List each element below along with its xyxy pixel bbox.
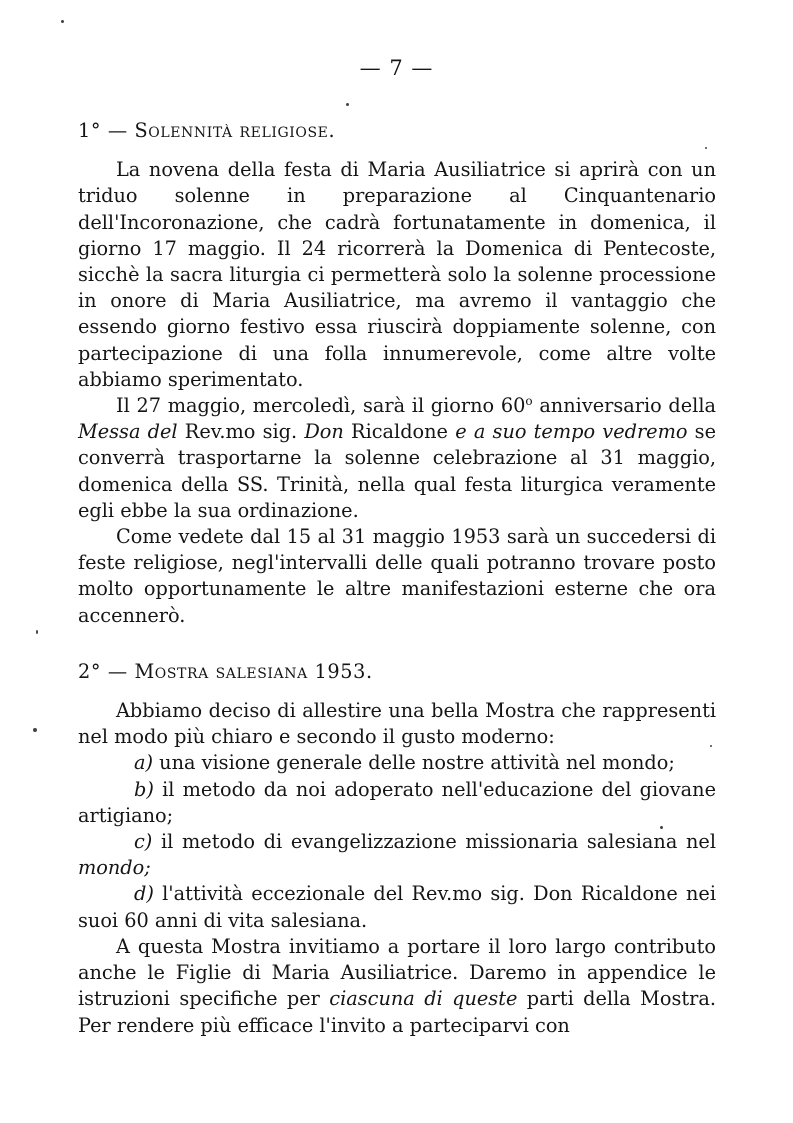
list-text-d: l'attività eccezionale del Rev.mo sig. Don Ricaldone nei suoi 60 anni di vita salesiana. [78, 882, 716, 932]
anniversary-text-e: se converrà trasportarne la solenne celebrazione al 31 maggio, domenica della SS. Trinità, nella qual festa liturgica veramente egli ebbe la sua ordinazione. [78, 420, 716, 522]
anniversary-italic-2: Don [304, 420, 344, 444]
anniversary-text-c: Rev.mo sig. [177, 420, 305, 444]
list-text-a: una visione generale delle nostre attività nel mondo; [153, 751, 675, 775]
anniversary-text-b: anniversario della [532, 394, 716, 418]
scan-speck [710, 745, 712, 747]
page-body [78, 118, 716, 1039]
scan-speck [61, 20, 64, 23]
scan-speck [346, 103, 349, 106]
paragraph-mostra-closing [78, 934, 716, 1039]
anniversary-text-d: Ricaldone [343, 420, 456, 444]
list-item-a [78, 750, 716, 776]
list-item-b [78, 777, 716, 829]
list-label-a: a) [134, 751, 154, 775]
list-item-d [78, 881, 716, 933]
list-label-c: c) [134, 830, 153, 854]
paragraph-feste: Come vedete dal 15 al 31 maggio 1953 sarà un succedersi di feste religiose, negl'intervalli delle quali potranno trovare posto molto opportunamente le altre manifestazioni esterne che ora accennerò. [78, 525, 716, 627]
list-label-b: b) [134, 777, 154, 801]
section-heading-2: 2° — Mostra salesiana 1953. [78, 659, 373, 683]
section-heading-1: 1° — Solennità religiose. [78, 119, 336, 142]
page-number: — 7 — [359, 56, 434, 80]
scan-speck [36, 630, 38, 634]
scan-speck [660, 826, 663, 829]
scan-speck [33, 728, 37, 732]
paragraph-anniversary [78, 393, 716, 524]
list-item-c [78, 829, 716, 881]
list-text-b: il metodo da noi adoperato nell'educazione del giovane artigiano; [78, 777, 716, 827]
ordinal-superscript: o [525, 394, 533, 409]
list-italic-c: mondo; [78, 856, 151, 880]
closing-text-b: parti della Mostra. Per rendere più efficace l'invito a parteciparvi con [78, 987, 717, 1037]
list-text-c: il metodo di evangelizzazione missionaria salesiana nel [152, 830, 716, 854]
anniversary-italic-1: Messa del [78, 420, 178, 444]
list-label-d: d) [134, 882, 154, 906]
closing-text-a: A questa Mostra invitiamo a portare il loro largo contributo anche le Figlie di Maria Ausiliatrice. Daremo in appendice le istruzioni specifiche per [78, 934, 716, 1011]
paragraph-novena: La novena della festa di Maria Ausiliatrice si aprirà con un triduo solenne in preparazione al Cinquantenario dell'Incoronazione, che cadrà fortunatamente in domenica, il giorno 17 maggio. Il 24 ricorrerà la Domenica di Pentecoste, sicchè la sacra liturgia ci permetterà solo la solenne processione in onore di Maria Ausiliatrice, ma avremo il vantaggio che essendo giorno festivo essa riuscirà doppiamente solenne, con partecipazione di una folla innumerevole, come altre volte abbiamo sperimentato. [78, 158, 716, 391]
paragraph-mostra-intro: Abbiamo deciso di allestire una bella Mostra che rappresenti nel modo più chiaro e secondo il gusto moderno: [78, 699, 716, 749]
anniversary-italic-3: e a suo tempo vedremo [455, 420, 688, 444]
closing-italic: ciascuna di queste [329, 987, 518, 1011]
anniversary-text-a: Il 27 maggio, mercoledì, sarà il giorno 60 [116, 394, 526, 418]
scan-speck [705, 147, 707, 149]
